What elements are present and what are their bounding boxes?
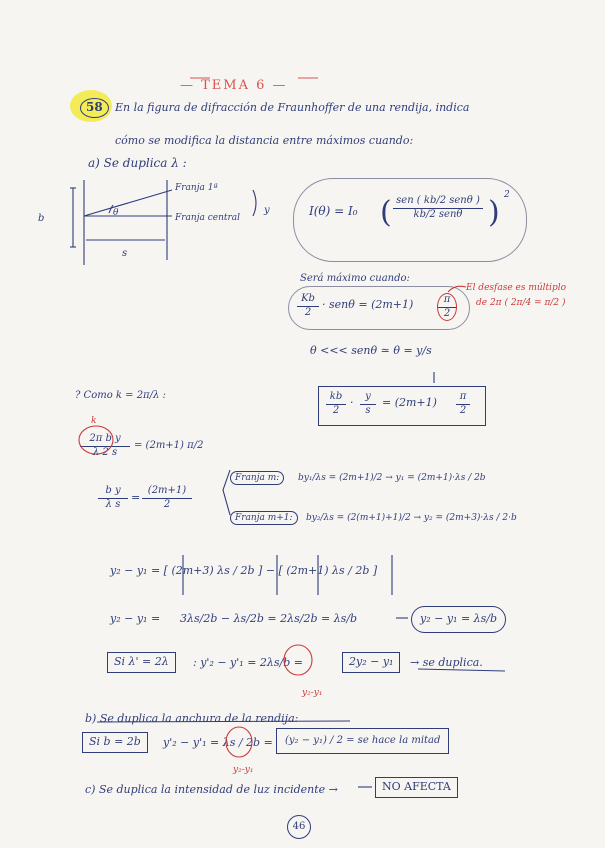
simplified-rhs	[142, 485, 192, 511]
intensity-lhs: I(θ) = I₀	[309, 204, 358, 218]
substituted-rhs: = (2m+1) π/2	[134, 440, 204, 451]
k-label: k	[91, 416, 97, 426]
red-note-line1: El desfase es múltiplo	[466, 283, 567, 293]
boxed-kb	[326, 391, 346, 417]
red-note-line2: de 2π ( 2π/4 = π/2 )	[476, 298, 566, 308]
small-angle-eq: θ <<< senθ ≃ θ = y/s	[310, 344, 432, 357]
boxed-y: y	[360, 391, 376, 405]
fig-central-label: Franja central	[175, 213, 241, 223]
part-b-under: y₂-y₁	[233, 765, 254, 775]
boxed-dot: ·	[350, 396, 354, 409]
double-lambda-result: 2y₂ − y₁	[342, 652, 400, 673]
max-pi-frac	[437, 293, 457, 321]
fig-b-label: b	[38, 213, 45, 224]
franja-brace	[223, 470, 230, 515]
max-kb-frac	[297, 293, 319, 319]
problem-statement-line1: En la figura de difracción de Fraunhoffer de una rendija, indica	[115, 101, 470, 114]
como-k: ? Como k = 2π/λ :	[75, 390, 166, 401]
max-when: Será máximo cuando:	[300, 273, 410, 284]
part-b-eq: y'₂ − y'₁ = λs / 2b =	[163, 736, 273, 749]
boxed-pi-num: π	[456, 391, 470, 405]
substituted-frac	[80, 433, 130, 459]
intensity-den: kb/2 senθ	[413, 208, 463, 220]
boxed-pi-den: 2	[459, 404, 467, 416]
boxed-kb-num: kb	[326, 391, 346, 405]
substituted-num: 2π b y	[80, 433, 130, 447]
simplified-frac	[98, 485, 128, 511]
double-lambda-eq: : y'₂ − y'₁ = 2λs/b =	[193, 656, 303, 669]
fig-first-ray	[84, 190, 172, 216]
simplified-rhs-den: 2	[163, 498, 171, 510]
problem-statement-line2: cómo se modifica la distancia entre máximos cuando:	[115, 134, 414, 147]
difference-result: y₂ − y₁ = λs/b	[411, 606, 506, 633]
max-pi-num: π	[438, 294, 456, 308]
boxed-kb-den: 2	[332, 404, 340, 416]
part-c-result: NO AFECTA	[375, 777, 458, 798]
simplified-rhs-num: (2m+1)	[142, 485, 192, 499]
part-b-result: (y₂ − y₁) / 2 = se hace la mitad	[276, 728, 449, 754]
page-number: 46	[287, 815, 311, 839]
part-b-box: Si b = 2b	[82, 732, 148, 753]
intensity-num: sen ( kb/2 senθ )	[393, 195, 483, 209]
boxed-s: s	[365, 404, 371, 416]
franja-m1-label: Franja m+1:	[230, 511, 298, 525]
franja-m-label: Franja m:	[230, 471, 284, 485]
difference-eq-1: y₂ − y₁ = [ (2m+3) λs / 2b ] − [ (2m+1) λs / 2b ]	[110, 564, 378, 577]
part-a-heading: a) Se duplica λ :	[88, 156, 187, 170]
substituted-den: λ 2 s	[92, 446, 118, 458]
boxed-pi	[456, 391, 470, 417]
franja-m1-eq: by₂/λs = (2(m+1)+1)/2 → y₂ = (2m+3)·λs / 2·b	[306, 513, 517, 523]
fig-y-brace	[253, 190, 256, 216]
difference-eq-2-mid: 3λs/2b − λs/2b = 2λs/2b = λs/b	[180, 612, 358, 625]
franja-m-eq: by₁/λs = (2m+1)/2 → y₁ = (2m+1)·λs / 2b	[298, 473, 486, 483]
max-pi-den: 2	[443, 307, 451, 319]
simplified-den: λ s	[105, 498, 121, 510]
simplified-num: b y	[98, 485, 128, 499]
simplified-eq-sign: =	[131, 491, 141, 504]
boxed-rhs: = (2m+1)	[382, 396, 437, 409]
fig-s-label: s	[122, 248, 128, 259]
paren-right: )	[488, 195, 500, 230]
difference-eq-2-lhs: y₂ − y₁ =	[110, 612, 161, 625]
max-eq-mid: · senθ = (2m+1)	[322, 298, 414, 311]
page-title: — TEMA 6 —	[180, 78, 288, 93]
intensity-fraction	[393, 195, 483, 221]
part-c-heading: c) Se duplica la intensidad de luz incidente →	[85, 783, 338, 796]
double-lambda-conclusion: → se duplica.	[410, 656, 483, 669]
problem-number: 58	[80, 98, 109, 118]
double-lambda-under: y₂-y₁	[302, 688, 323, 698]
max-kb-num: Kb	[297, 293, 319, 307]
fig-franja1-label: Franja 1ª	[175, 183, 218, 193]
boxed-ys	[360, 391, 376, 417]
max-kb-den: 2	[304, 306, 312, 318]
fig-y-label: y	[264, 205, 270, 216]
fig-theta-label: θ	[113, 208, 119, 218]
double-lambda-box: Si λ' = 2λ	[107, 652, 176, 673]
part-b-heading: b) Se duplica la anchura de la rendija:	[85, 712, 299, 725]
intensity-exponent: 2	[504, 190, 510, 200]
paren-left: (	[380, 195, 392, 230]
